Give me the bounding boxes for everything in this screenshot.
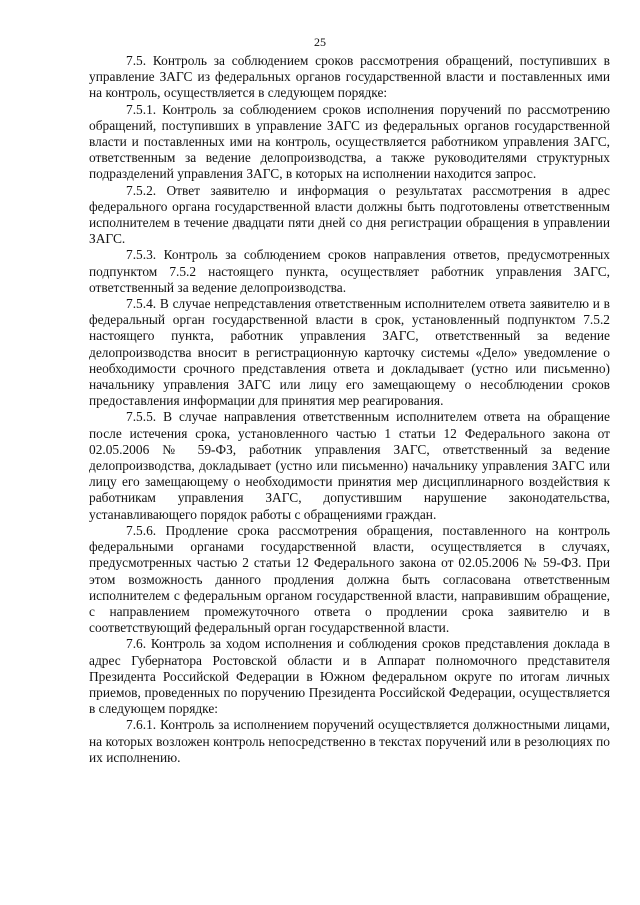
paragraph-7-6: 7.6. Контроль за ходом исполнения и соблюдения сроков представления доклада в адрес Губернатора Ростовской области и в Аппарат полномочного представителя Президента Российской Федерации в Южном федеральном округе по итогам личных приемов, проведенных по поручению Президента Российской Федерации, осуществляется в следующем порядке: <box>89 636 610 717</box>
page-number: 25 <box>314 35 326 49</box>
paragraph-7-5-4: 7.5.4. В случае непредставления ответственным исполнителем ответа заявителю и в федеральный орган государственной власти в срок, установленный подпунктом 7.5.2 настоящего пункта, работник управления ЗАГС, ответственный за ведение делопроизводства вносит в регистрационную карточку системы «Дело» уведомление о необходимости срочного представления ответа и докладывает (устно или письменно) начальнику управления ЗАГС или лицу его замещающему о несоблюдении сроков предоставления информации для принятия мер реагирования. <box>89 296 610 409</box>
document-body <box>89 53 610 766</box>
paragraph-7-5-5: 7.5.5. В случае направления ответственным исполнителем ответа на обращение после истечения срока, установленного частью 1 статьи 12 Федерального закона от 02.05.2006 № 59-ФЗ, работник управления ЗАГС, ответственный за ведение делопроизводства, докладывает (устно или письменно) начальнику управления ЗАГС или лицу его замещающему о необходимости принятия мер дисциплинарного воздействия к работникам управления ЗАГС, допустившим нарушение законодательства, устанавливающего порядок работы с обращениями граждан. <box>89 409 610 522</box>
paragraph-7-5-6: 7.5.6. Продление срока рассмотрения обращения, поставленного на контроль федеральными органами государственной власти, осуществляется в случаях, предусмотренных частью 2 статьи 12 Федерального закона от 02.05.2006 № 59-ФЗ. При этом возможность данного продления должна быть согласована ответственным исполнителем с федеральным органом государственной власти, направившим обращение, с направлением промежуточного ответа о продлении срока заявителю и в соответствующий федеральный орган государственной власти. <box>89 522 610 636</box>
paragraph-7-5: 7.5. Контроль за соблюдением сроков рассмотрения обращений, поступивших в управление ЗАГС из федеральных органов государственной власти и поставленных ими на контроль, осуществляется в следующем порядке: <box>89 53 610 101</box>
paragraph-7-6-1: 7.6.1. Контроль за исполнением поручений осуществляется должностными лицами, на которых возложен контроль непосредственно в текстах поручений или в резолюциях по их исполнению. <box>89 717 610 765</box>
paragraph-7-5-1: 7.5.1. Контроль за соблюдением сроков исполнения поручений по рассмотрению обращений, поступивших в управление ЗАГС из федеральных органов государственной власти и поставленных ими на контроль, осуществляется работником управления ЗАГС, ответственным за ведение делопроизводства, а также руководителями структурных подразделений управления ЗАГС, в которых на исполнении находится запрос. <box>89 101 610 182</box>
paragraph-7-5-2: 7.5.2. Ответ заявителю и информация о результатах рассмотрения в адрес федерального органа государственной власти должны быть подготовлены ответственным исполнителем в течение двадцати пяти дней со дня регистрации обращения в управлении ЗАГС. <box>89 182 610 247</box>
paragraph-7-5-3: 7.5.3. Контроль за соблюдением сроков направления ответов, предусмотренных подпунктом 7.5.2 настоящего пункта, осуществляет работник управления ЗАГС, ответственный за ведение делопроизводства. <box>89 247 610 295</box>
